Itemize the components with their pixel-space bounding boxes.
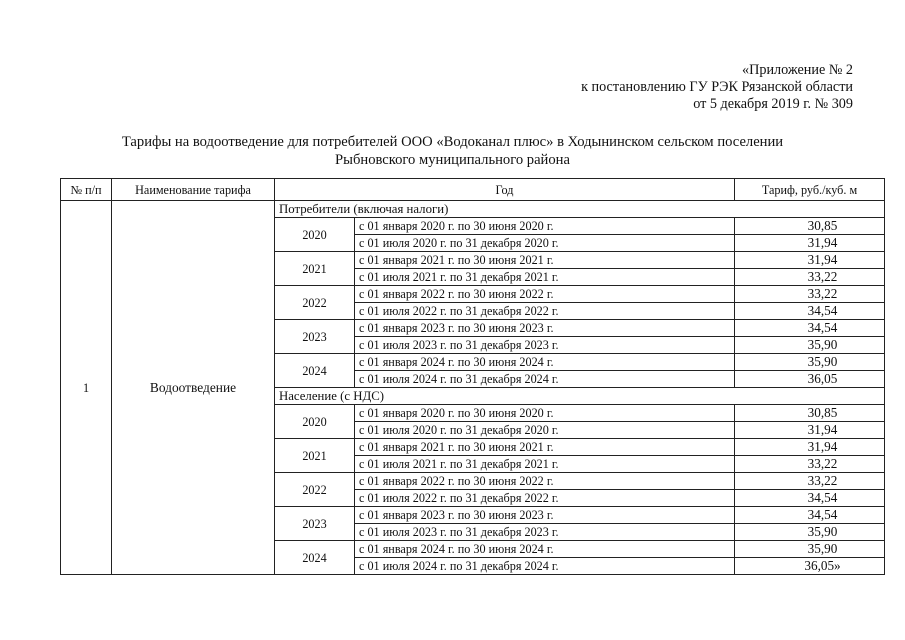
appendix-header: [581, 62, 853, 113]
tariff-value-cell: 30,85: [735, 218, 885, 235]
table-header-row: [61, 179, 885, 201]
tariff-table: [60, 178, 885, 575]
period-cell: с 01 июля 2020 г. по 31 декабря 2020 г.: [355, 422, 735, 439]
tariff-value-cell: 33,22: [735, 286, 885, 303]
period-cell: с 01 июля 2023 г. по 31 декабря 2023 г.: [355, 337, 735, 354]
period-cell: с 01 января 2021 г. по 30 июня 2021 г.: [355, 439, 735, 456]
period-cell: с 01 июля 2021 г. по 31 декабря 2021 г.: [355, 269, 735, 286]
tariff-value-cell: 35,90: [735, 541, 885, 558]
tariff-value-cell: 34,54: [735, 490, 885, 507]
tariff-value-cell: 31,94: [735, 235, 885, 252]
period-cell: с 01 января 2020 г. по 30 июня 2020 г.: [355, 405, 735, 422]
period-cell: с 01 июля 2022 г. по 31 декабря 2022 г.: [355, 490, 735, 507]
tariff-value-cell: 35,90: [735, 354, 885, 371]
year-cell: 2024: [275, 354, 355, 388]
tariff-value-cell: 34,54: [735, 303, 885, 320]
appendix-line-2: к постановлению ГУ РЭК Рязанской области: [581, 79, 853, 95]
year-cell: 2023: [275, 320, 355, 354]
tariff-value-cell: 33,22: [735, 456, 885, 473]
title-line-1: Тарифы на водоотведение для потребителей ООО «Водоканал плюс» в Ходынинском сельском поселении: [121, 134, 784, 150]
tariff-value-cell: 30,85: [735, 405, 885, 422]
group-label: Население (с НДС): [275, 388, 885, 405]
year-cell: 2023: [275, 507, 355, 541]
group-label: Потребители (включая налоги): [275, 201, 885, 218]
table-body: [61, 201, 885, 575]
tariff-value-cell: 34,54: [735, 320, 885, 337]
period-cell: с 01 июля 2022 г. по 31 декабря 2022 г.: [355, 303, 735, 320]
year-cell: 2020: [275, 218, 355, 252]
year-cell: 2024: [275, 541, 355, 575]
header-year: Год: [275, 179, 735, 201]
period-cell: с 01 июля 2024 г. по 31 декабря 2024 г.: [355, 371, 735, 388]
tariff-value-cell: 33,22: [735, 473, 885, 490]
period-cell: с 01 января 2023 г. по 30 июня 2023 г.: [355, 320, 735, 337]
tariff-value-cell: 31,94: [735, 439, 885, 456]
header-tariff-name: Наименование тарифа: [112, 179, 275, 201]
tariff-value-cell: 36,05: [735, 371, 885, 388]
group-row: [61, 201, 885, 218]
period-cell: с 01 января 2022 г. по 30 июня 2022 г.: [355, 286, 735, 303]
period-cell: с 01 июля 2020 г. по 31 декабря 2020 г.: [355, 235, 735, 252]
period-cell: с 01 января 2024 г. по 30 июня 2024 г.: [355, 541, 735, 558]
period-cell: с 01 января 2024 г. по 30 июня 2024 г.: [355, 354, 735, 371]
year-cell: 2021: [275, 252, 355, 286]
year-cell: 2022: [275, 473, 355, 507]
document-title: [0, 133, 905, 169]
period-cell: с 01 января 2022 г. по 30 июня 2022 г.: [355, 473, 735, 490]
period-cell: с 01 июля 2023 г. по 31 декабря 2023 г.: [355, 524, 735, 541]
tariff-value-cell: 31,94: [735, 252, 885, 269]
appendix-line-3: от 5 декабря 2019 г. № 309: [693, 96, 853, 112]
tariff-value-cell: 31,94: [735, 422, 885, 439]
tariff-value-cell: 34,54: [735, 507, 885, 524]
tariff-value-cell: 35,90: [735, 524, 885, 541]
period-cell: с 01 января 2023 г. по 30 июня 2023 г.: [355, 507, 735, 524]
tariff-value-cell: 35,90: [735, 337, 885, 354]
row-number: 1: [61, 201, 112, 575]
appendix-line-1: «Приложение № 2: [742, 62, 853, 78]
period-cell: с 01 января 2020 г. по 30 июня 2020 г.: [355, 218, 735, 235]
year-cell: 2022: [275, 286, 355, 320]
tariff-value-cell: 36,05»: [735, 558, 885, 575]
header-number: № п/п: [61, 179, 112, 201]
year-cell: 2020: [275, 405, 355, 439]
tariff-name: Водоотведение: [112, 201, 275, 575]
period-cell: с 01 июля 2024 г. по 31 декабря 2024 г.: [355, 558, 735, 575]
header-tariff-value: Тариф, руб./куб. м: [735, 179, 885, 201]
tariff-value-cell: 33,22: [735, 269, 885, 286]
period-cell: с 01 января 2021 г. по 30 июня 2021 г.: [355, 252, 735, 269]
title-line-2: Рыбновского муниципального района: [335, 152, 570, 168]
period-cell: с 01 июля 2021 г. по 31 декабря 2021 г.: [355, 456, 735, 473]
year-cell: 2021: [275, 439, 355, 473]
